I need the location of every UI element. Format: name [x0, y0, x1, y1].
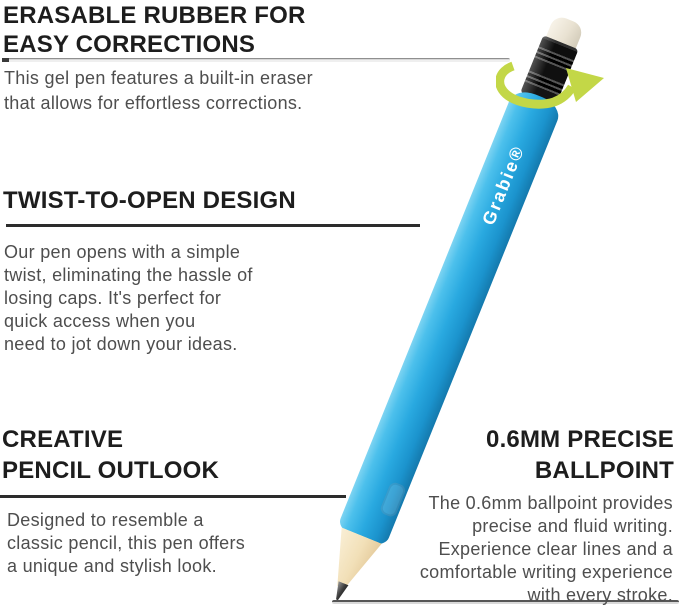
heading-line: EASY CORRECTIONS	[3, 31, 256, 58]
pen-brand-label: Grabie®	[478, 142, 529, 228]
heading-line: ERASABLE RUBBER FOR	[3, 2, 306, 29]
body-line: Designed to resemble a	[7, 510, 204, 530]
heading-line: CREATIVE	[2, 426, 124, 453]
body-line: precise and fluid writing.	[472, 516, 673, 536]
heading-creative-pencil-outlook	[2, 424, 219, 486]
body-line: This gel pen features a built-in eraser	[4, 68, 313, 88]
body-creative-pencil-outlook	[7, 509, 245, 578]
body-line: with every stroke.	[527, 585, 673, 605]
body-erasable-rubber	[4, 66, 313, 116]
body-line: a unique and stylish look.	[7, 556, 217, 576]
heading-line: TWIST-TO-OPEN DESIGN	[3, 187, 296, 214]
section-divider	[6, 224, 420, 227]
heading-precise-ballpoint	[486, 424, 674, 486]
body-line: that allows for effortless corrections.	[4, 93, 303, 113]
body-precise-ballpoint	[420, 492, 673, 607]
heading-line: PENCIL OUTLOOK	[2, 457, 220, 484]
heading-erasable-rubber	[3, 1, 305, 59]
section-divider	[0, 495, 346, 498]
heading-twist-to-open	[3, 186, 296, 215]
heading-line: BALLPOINT	[534, 457, 674, 484]
body-line: losing caps. It's perfect for	[4, 288, 222, 308]
body-line: need to jot down your ideas.	[4, 334, 238, 354]
body-line: The 0.6mm ballpoint provides	[428, 493, 673, 513]
body-line: twist, eliminating the hassle of	[4, 265, 253, 285]
twist-arrow-icon	[496, 56, 610, 112]
body-line: classic pencil, this pen offers	[7, 533, 246, 553]
body-line: quick access when you	[4, 311, 196, 331]
body-line: Our pen opens with a simple	[4, 242, 241, 262]
body-line: comfortable writing experience	[419, 562, 673, 582]
body-twist-to-open	[4, 241, 253, 356]
heading-line: 0.6MM PRECISE	[486, 426, 674, 453]
body-line: Experience clear lines and a	[438, 539, 673, 559]
